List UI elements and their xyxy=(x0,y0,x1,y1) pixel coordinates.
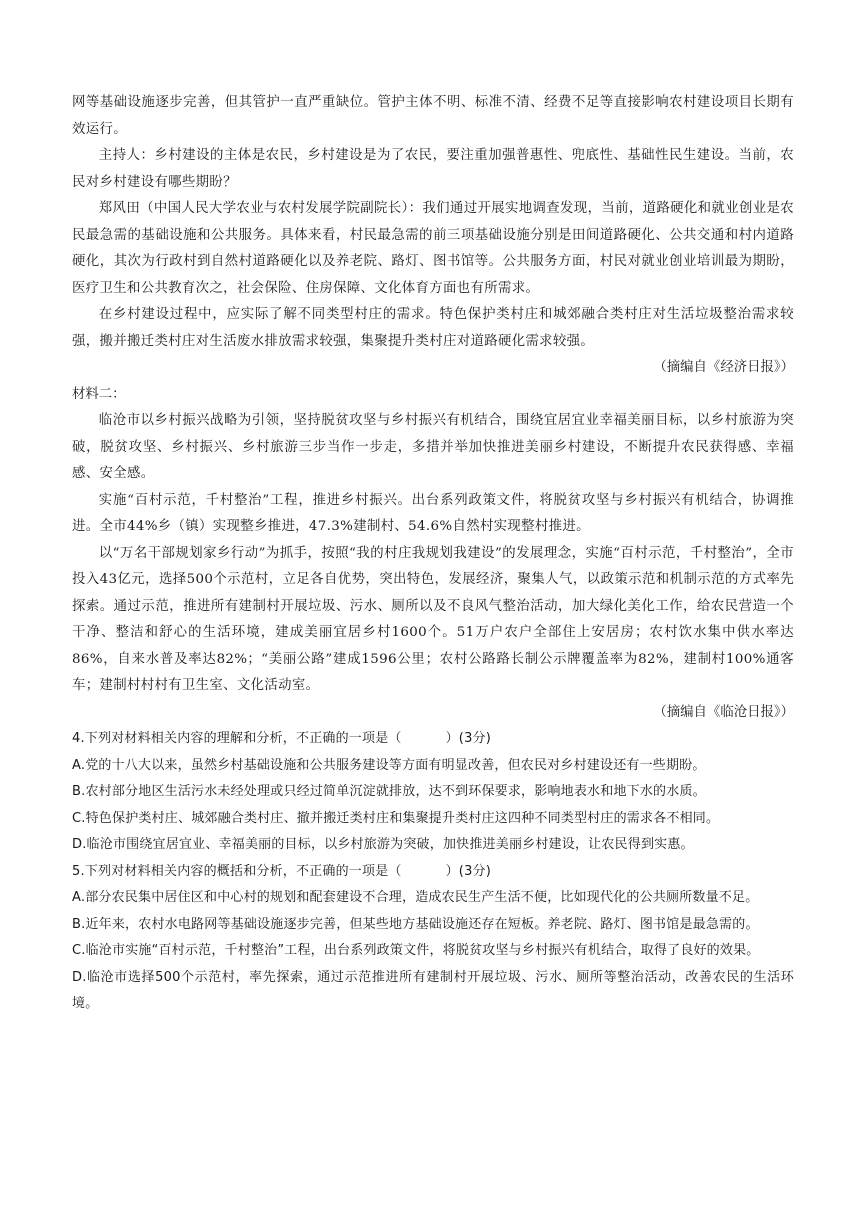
material2-source: （摘编自《临沧日报》） xyxy=(653,704,794,720)
question-4-stem-text: 4.下列对材料相关内容的理解和分析，不正确的一项是（ xyxy=(72,731,402,746)
material2-heading: 材料二： xyxy=(72,386,126,402)
question-5-score: ）(3分) xyxy=(445,863,492,879)
question-4-stem xyxy=(72,726,794,753)
material2-paragraph-3: 以“万名干部规划家乡行动”为抓手，按照“我的村庄我规划我建设”的发展理念，实施“百村示范，千村整治”，全市投入43亿元，选择500个示范村，立足各自优势，突出特色，发展经济，聚集人气，以政策示范和机制示范的方式率先探索。通过示范，推进所有建制村开展垃圾、污水、厕所以及不良风气整治活动，加大绿化美化工作，给农民营造一个干净、整洁和舒心的生活环境，建成美丽宜居乡村1600个。51万户农户全部住上安居房；农村饮水集中供水率达86%，自来水普及率达82%；“美丽公路”建成1596公里；农村公路路长制公示牌覆盖率为82%，建制村100%通客车；建制村村村有卫生室、文化活动室。 xyxy=(72,545,794,693)
material2-paragraph-2: 实施“百村示范，千村整治”工程，推进乡村振兴。出台系列政策文件，将脱贫攻坚与乡村振兴有机结合，协调推进。全市44%乡（镇）实现整乡推进，47.3%建制村、54.6%自然村实现整村推进。 xyxy=(72,492,794,534)
question-5-option-d: D.临沧市选择500个示范村，率先探索，通过示范推进所有建制村开展垃圾、污水、厕所等整治活动，改善农民的生活环境。 xyxy=(72,969,794,1011)
question-5-option-a: A.部分农民集中居住区和中心村的规划和配套建设不合理，造成农民生产生活不便，比如现代化的公共厕所数量不足。 xyxy=(72,890,759,905)
material1-source: （摘编自《经济日报》） xyxy=(653,360,794,375)
question-4-option-b: B.农村部分地区生活污水未经处理或只经过简单沉淀就排放，达不到环保要求，影响地表水和地下水的水质。 xyxy=(72,784,706,799)
material1-paragraph-continued: 网等基础设施逐步完善，但其管护一直严重缺位。管护主体不明、标准不清、经费不足等直接影响农村建设项目长期有效运行。 xyxy=(72,95,794,137)
village-needs-paragraph: 在乡村建设过程中，应实际了解不同类型村庄的需求。特色保护类村庄和城郊融合类村庄对生活垃圾整治需求较强，搬并搬迁类村庄对生活废水排放需求较强，集聚提升类村庄对道路硬化需求较强。 xyxy=(72,307,794,349)
question-4-option-c: C.特色保护类村庄、城郊融合类村庄、撤并搬迁类村庄和集聚提升类村庄这四种不同类型村庄的需求各不相同。 xyxy=(72,810,720,826)
exam-page xyxy=(72,90,794,1018)
zheng-fengtian-answer: 郑风田（中国人民大学农业与农村发展学院副院长）：我们通过开展实地调查发现，当前，道路硬化和就业创业是农民最急需的基础设施和公共服务。具体来看，村民最急需的前三项基础设施分别是田间道路硬化、公共交通和村内道路硬化，其次为行政村到自然村道路硬化以及养老院、路灯、图书馆等。公共服务方面，村民对就业创业培训最为期盼，医疗卫生和公共教育次之，社会保险、住房保障、文化体育方面也有所需求。 xyxy=(72,201,794,296)
question-4-score: ）(3分) xyxy=(445,731,492,746)
question-4-option-d: D.临沧市围绕宜居宜业、幸福美丽的目标，以乡村旅游为突破，加快推进美丽乡村建设，让农民得到实惠。 xyxy=(72,837,694,852)
question-5-stem-text: 5.下列对材料相关内容的概括和分析，不正确的一项是（ xyxy=(72,863,402,879)
question-5-option-b: B.近年来，农村水电路网等基础设施逐步完善，但某些地方基础设施还存在短板。养老院、路灯、图书馆是最急需的。 xyxy=(72,916,759,932)
material2-paragraph-1: 临沧市以乡村振兴战略为引领，坚持脱贫攻坚与乡村振兴有机结合，围绕宜居宜业幸福美丽目标，以乡村旅游为突破，脱贫攻坚、乡村振兴、乡村旅游三步当作一步走，多措并举加快推进美丽乡村建设，不断提升农民获得感、幸福感、安全感。 xyxy=(72,413,794,481)
host-question: 主持人：乡村建设的主体是农民，乡村建设是为了农民，要注重加强普惠性、兜底性、基础性民生建设。当前，农民对乡村建设有哪些期盼？ xyxy=(72,148,794,190)
question-5-option-c: C.临沧市实施“百村示范，千村整治”工程，出台系列政策文件，将脱贫攻坚与乡村振兴有机结合，取得了良好的效果。 xyxy=(72,943,760,958)
question-4-option-a: A.党的十八大以来，虽然乡村基础设施和公共服务建设等方面有明显改善，但农民对乡村建设还有一些期盼。 xyxy=(72,757,706,773)
question-5-stem xyxy=(72,859,794,886)
